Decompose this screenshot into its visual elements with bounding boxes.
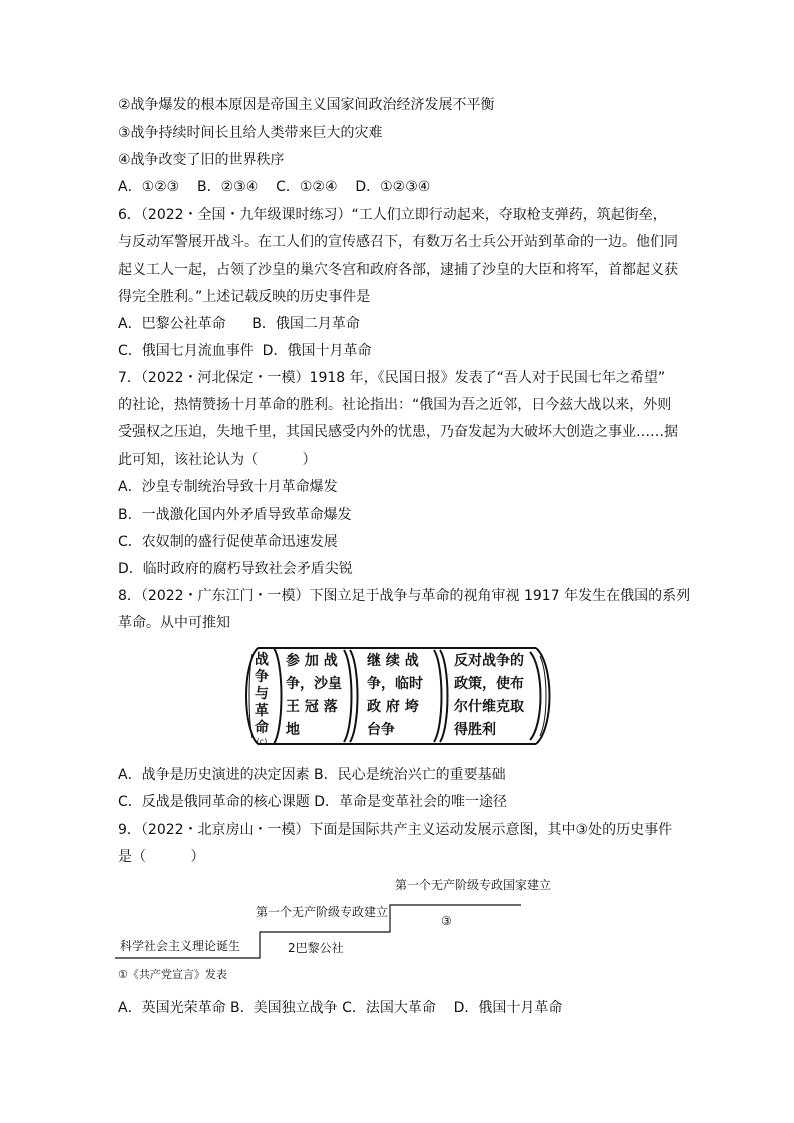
panel-line: 王 冠 落 — [286, 699, 338, 715]
q7-stem: 此可知，该社论认为（ ） — [118, 452, 317, 468]
q6-stem: 起义工人一起，占领了沙皇的巢穴冬宫和政府各部，逮捕了沙皇的大臣和将军，首都起义获 — [118, 262, 678, 278]
q6-options: C．俄国七月流血事件 D．俄国十月革命 — [118, 343, 372, 359]
stairs-top-label: 第一个无产阶级专政国家建立 — [395, 878, 552, 892]
scroll-title — [249, 652, 275, 747]
war-revolution-scroll-diagram — [240, 644, 556, 748]
q7-stem: 的社论，热情赞扬十月革命的胜利。社论指出：“俄国为吾之近邻，日今兹大战以来，外则 — [118, 397, 672, 413]
panel-line: 得胜利 — [454, 722, 496, 738]
q8-stem: 革命。从中可推知 — [118, 615, 230, 631]
scroll-title-char: 革 — [255, 703, 269, 719]
scroll-panel-2 — [367, 650, 431, 742]
q8-stem: 8．（2022・广东江门・一模）下图立足于战争与革命的视角审视 1917 年发生在俄国的系列 — [118, 588, 691, 604]
q8-options: A．战争是历史演进的决定因素 B．民心是统治兴亡的重要基础 — [118, 767, 506, 783]
q7-option-a: A．沙皇专制统治导致十月革命爆发 — [118, 479, 338, 495]
q7-stem: 受强权之压迫，失地千里，其国民感受内外的忧患，乃奋发起为大破坏大创造之事业……据 — [118, 424, 678, 440]
stairs-low-label: 科学社会主义理论诞生 — [120, 939, 241, 953]
scroll-title-char: 与 — [255, 686, 269, 702]
text-line: ②战争爆发的根本原因是帝国主义国家间政治经济发展不平衡 — [118, 97, 495, 113]
panel-line: 参 加 战 — [286, 653, 338, 669]
scroll-panel-3 — [454, 650, 534, 742]
q9-stem: 是（ ） — [118, 849, 205, 865]
scroll-title-char: 命 — [255, 720, 269, 736]
stairs-marker-1: ①《共产党宣言》发表 — [118, 968, 227, 981]
panel-line: 台争 — [367, 722, 395, 738]
q6-options: A．巴黎公社革命 B．俄国二月革命 — [118, 316, 360, 332]
q6-stem: 与反动军警展开战斗。在工人们的宣传感召下，有数万名士兵公开站到革命的一边。他们同 — [118, 234, 678, 250]
panel-line: 争，临时 — [367, 676, 423, 692]
q7-stem: 7．（2022・河北保定・一模）1918 年，《民国日报》发表了“吾人对于民国七年之希望” — [118, 370, 666, 386]
q7-option-d: D．临时政府的腐朽导致社会矛盾尖锐 — [118, 561, 353, 577]
panel-line: 争，沙皇 — [286, 676, 342, 692]
q9-options: A．英国光荣革命 B．美国独立战争 C．法国大革命 D．俄国十月革命 — [118, 1000, 563, 1016]
text-line: ④战争改变了旧的世界秩序 — [118, 152, 285, 168]
panel-line: 尔什维克取 — [454, 699, 524, 715]
q7-option-b: B．一战激化国内外矛盾导致革命爆发 — [118, 507, 352, 523]
scroll-title-char: 争 — [255, 669, 269, 685]
communist-movement-stairs-diagram — [115, 872, 552, 987]
stairs-mid-label: 第一个无产阶级专政建立 — [256, 905, 389, 919]
panel-line: 反对战争的 — [454, 653, 524, 669]
stairs-marker-2: 2巴黎公社 — [288, 941, 344, 955]
q8-options: C．反战是俄同革命的核心课题 D．革命是变革社会的唯一途径 — [118, 794, 508, 810]
panel-line: 地 — [286, 722, 300, 738]
text-line: ③战争持续时间长且给人类带来巨大的灾难 — [118, 125, 383, 141]
stairs-marker-3: ③ — [441, 914, 452, 928]
q6-stem: 6．（2022・全国・九年级课时练习）“工人们立即行动起来，夺取枪支弹药，筑起街垒， — [118, 207, 667, 223]
panel-line: 继 续 战 — [367, 653, 419, 669]
panel-line: 政 府 垮 — [367, 699, 419, 715]
panel-line: 政策，使布 — [454, 676, 524, 692]
q9-stem: 9．（2022・北京房山・一模）下面是国际共产主义运动发展示意图，其中③处的历史事件 — [118, 822, 673, 838]
scroll-panel-1 — [286, 650, 350, 742]
q6-stem: 得完全胜利。”上述记载反映的历史事件是 — [118, 289, 371, 305]
q5-options: A．①②③ B．②③④ C．①②④ D．①②③④ — [118, 179, 431, 195]
scroll-title-suffix: (c) — [256, 737, 268, 746]
q7-option-c: C．农奴制的盛行促使革命迅速发展 — [118, 534, 338, 550]
scroll-title-char: 战 — [255, 652, 269, 668]
